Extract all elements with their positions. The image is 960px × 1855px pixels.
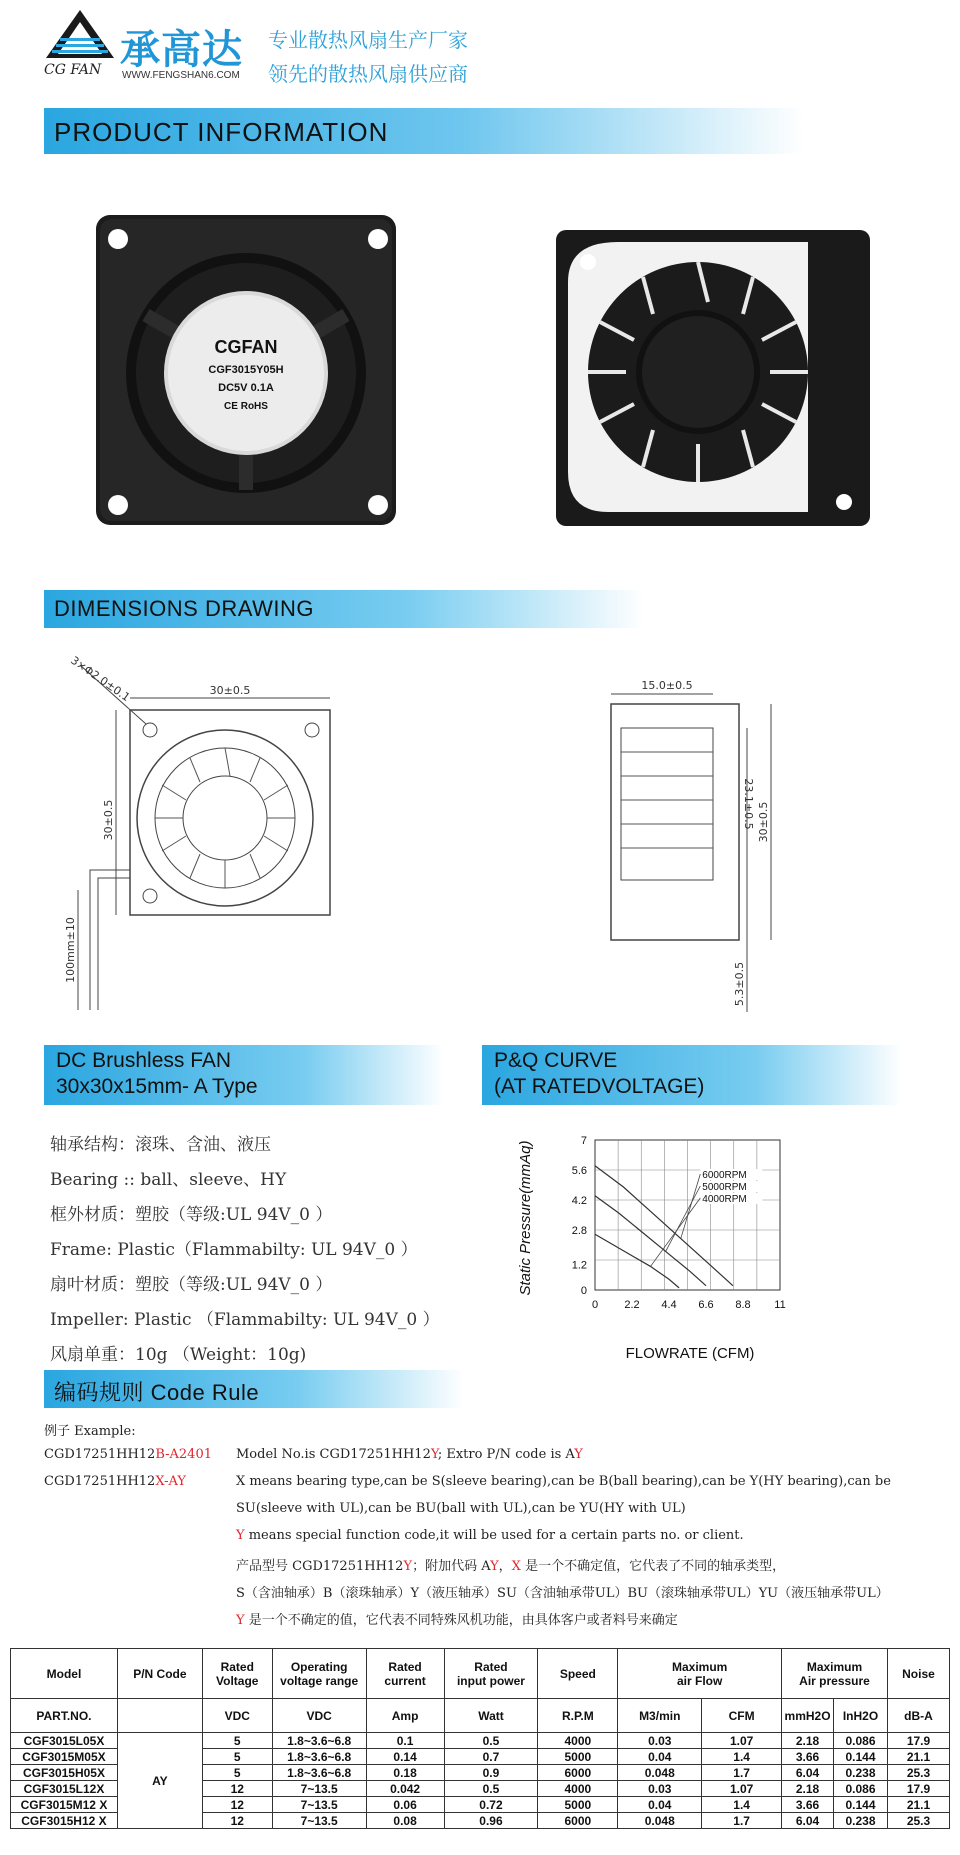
unit-m3min: M3/min bbox=[618, 1699, 702, 1733]
cell-operating-voltage: 7~13.5 bbox=[272, 1781, 366, 1797]
unit-mmh2o: mmH2O bbox=[782, 1699, 834, 1733]
dim-wire: 100mm±10 bbox=[64, 917, 77, 983]
ex2-code-a: -A bbox=[164, 1474, 178, 1489]
example-1-code bbox=[44, 1447, 212, 1462]
cell-inh2o: 0.086 bbox=[834, 1781, 888, 1797]
cell-operating-voltage: 1.8~3.6~6.8 bbox=[272, 1765, 366, 1781]
x-tick-label: 11 bbox=[774, 1299, 786, 1311]
dim-inner: 23.1±0.5 bbox=[742, 778, 755, 830]
cell-noise: 25.3 bbox=[887, 1813, 949, 1829]
cell-power: 0.7 bbox=[444, 1749, 538, 1765]
cell-cfm: 1.4 bbox=[702, 1797, 782, 1813]
cell-m3min: 0.048 bbox=[618, 1765, 702, 1781]
cell-cfm: 1.7 bbox=[702, 1813, 782, 1829]
cell-mmh2o: 2.18 bbox=[782, 1781, 834, 1797]
unit-speed: R.P.M bbox=[538, 1699, 618, 1733]
fan-title-line2: 30x30x15mm- A Type bbox=[56, 1075, 258, 1098]
dimension-drawing-side bbox=[595, 672, 815, 1022]
cell-rated-voltage: 5 bbox=[202, 1749, 272, 1765]
x-tick-label: 0 bbox=[591, 1299, 599, 1311]
legend-label-5000rpm: 5000RPM bbox=[702, 1182, 747, 1193]
fan-type-banner bbox=[44, 1045, 444, 1105]
cell-operating-voltage: 7~13.5 bbox=[272, 1813, 366, 1829]
cell-power: 0.96 bbox=[444, 1813, 538, 1829]
code-rule-title: 编码规则 Code Rule bbox=[54, 1380, 260, 1405]
x-tick-label: 6.6 bbox=[698, 1299, 714, 1311]
example-label: 例子 Example: bbox=[44, 1424, 136, 1439]
cell-cfm: 1.07 bbox=[702, 1781, 782, 1797]
dim-outer: 30±0.5 bbox=[757, 801, 770, 843]
rule-line-4-g: 是一个不确定值，它代表了不同的轴承类型， bbox=[520, 1559, 786, 1574]
ex2-code-x: X bbox=[155, 1474, 165, 1489]
x-tick-label: 8.8 bbox=[735, 1299, 751, 1311]
th-pressure: Maximum Air pressure bbox=[782, 1649, 888, 1699]
cell-m3min: 0.048 bbox=[618, 1813, 702, 1829]
rule-line-6-y: Y bbox=[236, 1613, 245, 1628]
example-2-code bbox=[44, 1474, 186, 1489]
logo-subtext: CG FAN bbox=[44, 62, 102, 78]
label-rating: DC5V 0.1A bbox=[218, 382, 274, 394]
cell-m3min: 0.04 bbox=[618, 1749, 702, 1765]
unit-dba: dB-A bbox=[887, 1699, 949, 1733]
unit-cfm: CFM bbox=[702, 1699, 782, 1733]
x-axis-label: FLOWRATE (CFM) bbox=[625, 1345, 755, 1362]
cell-operating-voltage: 1.8~3.6~6.8 bbox=[272, 1749, 366, 1765]
spec-frame-cn: 框外材质：塑胶（等级:UL 94V_0 ） bbox=[50, 1205, 333, 1225]
cell-noise: 21.1 bbox=[887, 1749, 949, 1765]
cell-part-no: CGF3015H05X bbox=[11, 1765, 118, 1781]
cell-rated-voltage: 5 bbox=[202, 1765, 272, 1781]
cell-mmh2o: 2.18 bbox=[782, 1733, 834, 1749]
rule-line-4-c: ；附加代码 A bbox=[412, 1559, 491, 1574]
cell-mmh2o: 3.66 bbox=[782, 1797, 834, 1813]
y-tick-label: 7 bbox=[580, 1135, 587, 1147]
ex2-code-base: CGD17251HH12 bbox=[44, 1474, 156, 1489]
cell-speed: 5000 bbox=[538, 1797, 618, 1813]
cell-inh2o: 0.238 bbox=[834, 1765, 888, 1781]
cell-part-no: CGF3015H12 X bbox=[11, 1813, 118, 1829]
legend-leader bbox=[666, 1186, 701, 1251]
cell-part-no: CGF3015L12X bbox=[11, 1781, 118, 1797]
rule-line-4-f: X bbox=[511, 1559, 521, 1574]
rule-line-3 bbox=[236, 1528, 744, 1543]
spec-weight: 风扇单重：10g （Weight：10g) bbox=[50, 1345, 307, 1365]
ex1-desc-b: Y bbox=[430, 1447, 438, 1462]
y-tick-label: 4.2 bbox=[571, 1195, 587, 1207]
th-model: Model bbox=[11, 1649, 118, 1699]
ex1-code-ext: 2401 bbox=[178, 1447, 212, 1462]
th-rated-power: Rated input power bbox=[444, 1649, 538, 1699]
th-noise: Noise bbox=[887, 1649, 949, 1699]
unit-pn-blank bbox=[117, 1699, 202, 1733]
th-operating-voltage: Operating voltage range bbox=[272, 1649, 366, 1699]
cell-power: 0.5 bbox=[444, 1733, 538, 1749]
dim-offset: 5.3±0.5 bbox=[733, 961, 746, 1007]
y-tick-label: 5.6 bbox=[571, 1165, 587, 1177]
label-brand: CGFAN bbox=[214, 337, 278, 357]
cell-speed: 6000 bbox=[538, 1813, 618, 1829]
cell-inh2o: 0.238 bbox=[834, 1813, 888, 1829]
dimensions-banner bbox=[44, 590, 644, 628]
th-rated-voltage: Rated Voltage bbox=[202, 1649, 272, 1699]
rule-line-4-b: Y bbox=[403, 1559, 413, 1574]
cell-noise: 21.1 bbox=[887, 1797, 949, 1813]
spec-impeller-cn: 扇叶材质：塑胶（等级:UL 94V_0 ） bbox=[50, 1275, 333, 1295]
cell-mmh2o: 6.04 bbox=[782, 1813, 834, 1829]
cell-power: 0.9 bbox=[444, 1765, 538, 1781]
cell-speed: 4000 bbox=[538, 1733, 618, 1749]
th-rated-current: Rated current bbox=[366, 1649, 444, 1699]
spec-impeller-en: Impeller: Plastic （Flammabilty: UL 94V_0 ） bbox=[50, 1310, 440, 1330]
legend-leader bbox=[681, 1174, 701, 1239]
cell-current: 0.06 bbox=[366, 1797, 444, 1813]
company-logo bbox=[44, 8, 116, 60]
series-line-4000rpm bbox=[595, 1234, 679, 1288]
cell-part-no: CGF3015L05X bbox=[11, 1733, 118, 1749]
cell-operating-voltage: 1.8~3.6~6.8 bbox=[272, 1733, 366, 1749]
cell-part-no: CGF3015M12 X bbox=[11, 1797, 118, 1813]
cell-inh2o: 0.144 bbox=[834, 1749, 888, 1765]
cell-current: 0.08 bbox=[366, 1813, 444, 1829]
y-tick-label: 2.8 bbox=[571, 1225, 587, 1237]
cell-rated-voltage: 5 bbox=[202, 1733, 272, 1749]
pq-title-line1: P&Q CURVE bbox=[494, 1049, 618, 1072]
spec-bearing-cn: 轴承结构：滚珠、含油、液压 bbox=[50, 1135, 271, 1155]
cell-pn-code: AY bbox=[117, 1733, 202, 1829]
rule-line-2: SU(sleeve with UL),can be BU(ball with UL),can be YU(HY with UL) bbox=[236, 1501, 686, 1516]
legend-leader bbox=[651, 1198, 701, 1266]
rule-line-6 bbox=[236, 1609, 678, 1628]
unit-part-no: PART.NO. bbox=[11, 1699, 118, 1733]
dimension-drawing-front bbox=[60, 650, 360, 1020]
code-rule-banner bbox=[44, 1370, 464, 1408]
tagline-2: 领先的散热风扇供应商 bbox=[268, 62, 468, 86]
unit-operating-voltage: VDC bbox=[272, 1699, 366, 1733]
cell-cfm: 1.07 bbox=[702, 1733, 782, 1749]
spec-bearing-en: Bearing :: ball、sleeve、HY bbox=[50, 1170, 287, 1190]
fan-back-photo bbox=[548, 222, 878, 534]
cell-speed: 5000 bbox=[538, 1749, 618, 1765]
ex1-desc-d: Y bbox=[574, 1447, 583, 1462]
cell-current: 0.042 bbox=[366, 1781, 444, 1797]
cell-noise: 17.9 bbox=[887, 1781, 949, 1797]
tagline-1: 专业散热风扇生产厂家 bbox=[268, 28, 468, 52]
dim-hole: 3×Φ2.0±0.1 bbox=[68, 653, 133, 705]
label-model: CGF3015Y05H bbox=[208, 364, 284, 376]
rule-line-3-y: Y bbox=[236, 1528, 245, 1543]
pq-banner bbox=[482, 1045, 902, 1105]
example-1-desc bbox=[236, 1447, 583, 1462]
ex1-desc-c: ; Extro P/N code is A bbox=[437, 1447, 575, 1462]
cell-cfm: 1.4 bbox=[702, 1749, 782, 1765]
unit-power: Watt bbox=[444, 1699, 538, 1733]
cell-inh2o: 0.086 bbox=[834, 1733, 888, 1749]
cell-mmh2o: 3.66 bbox=[782, 1749, 834, 1765]
cell-rated-voltage: 12 bbox=[202, 1797, 272, 1813]
cell-power: 0.72 bbox=[444, 1797, 538, 1813]
ex1-desc-a: Model No.is CGD17251HH12 bbox=[236, 1447, 431, 1462]
product-info-title: PRODUCT INFORMATION bbox=[54, 117, 389, 147]
rule-line-1: X means bearing type,can be S(sleeve bearing),can be B(ball bearing),can be Y(HY bearing),can be bbox=[236, 1474, 891, 1489]
pq-title-line2: (AT RATEDVOLTAGE) bbox=[494, 1075, 705, 1098]
cell-mmh2o: 6.04 bbox=[782, 1765, 834, 1781]
y-axis-label: Static Pressure(mmAq) bbox=[517, 1140, 534, 1296]
legend-label-4000rpm: 4000RPM bbox=[702, 1194, 747, 1205]
company-name: 承高达 bbox=[120, 27, 243, 73]
fan-title-line1: DC Brushless FAN bbox=[56, 1049, 232, 1072]
th-speed: Speed bbox=[538, 1649, 618, 1699]
label-cert: CE RoHS bbox=[224, 401, 268, 412]
ex2-code-y: Y bbox=[177, 1474, 186, 1489]
rule-line-6-text: 是一个不确定的值，它代表不同特殊风机功能，由具体客户或者料号来确定 bbox=[244, 1613, 678, 1628]
cell-noise: 17.9 bbox=[887, 1733, 949, 1749]
unit-rated-voltage: VDC bbox=[202, 1699, 272, 1733]
pq-chart bbox=[500, 1118, 840, 1368]
dimensions-title: DIMENSIONS DRAWING bbox=[54, 596, 314, 621]
cell-m3min: 0.04 bbox=[618, 1797, 702, 1813]
cell-speed: 6000 bbox=[538, 1765, 618, 1781]
header bbox=[0, 0, 960, 95]
y-tick-label: 1.2 bbox=[571, 1259, 587, 1272]
x-tick-label: 2.2 bbox=[624, 1299, 640, 1311]
company-website: WWW.FENGSHAN6.COM bbox=[122, 70, 240, 81]
rule-line-4 bbox=[236, 1555, 785, 1574]
dim-width: 30±0.5 bbox=[209, 684, 251, 697]
cell-rated-voltage: 12 bbox=[202, 1813, 272, 1829]
ex1-code-base: CGD17251HH12 bbox=[44, 1447, 156, 1462]
cell-inh2o: 0.144 bbox=[834, 1797, 888, 1813]
cell-current: 0.18 bbox=[366, 1765, 444, 1781]
legend-label-6000rpm: 6000RPM bbox=[702, 1170, 747, 1181]
cell-cfm: 1.7 bbox=[702, 1765, 782, 1781]
fan-front-photo bbox=[86, 205, 406, 540]
unit-inh2o: InH2O bbox=[834, 1699, 888, 1733]
th-airflow: Maximum air Flow bbox=[618, 1649, 782, 1699]
spec-frame-en: Frame: Plastic（Flammabilty: UL 94V_0 ） bbox=[50, 1240, 418, 1260]
cell-current: 0.14 bbox=[366, 1749, 444, 1765]
cell-m3min: 0.03 bbox=[618, 1781, 702, 1797]
cell-current: 0.1 bbox=[366, 1733, 444, 1749]
rule-line-4-e: ， bbox=[498, 1559, 512, 1574]
spec-table bbox=[10, 1648, 950, 1829]
th-pn-code: P/N Code bbox=[117, 1649, 202, 1699]
ex1-code-suffix: B-A bbox=[155, 1447, 179, 1462]
table-row bbox=[11, 1733, 950, 1749]
cell-operating-voltage: 7~13.5 bbox=[272, 1797, 366, 1813]
product-info-banner bbox=[44, 108, 804, 154]
dim-thickness: 15.0±0.5 bbox=[641, 679, 693, 692]
cell-m3min: 0.03 bbox=[618, 1733, 702, 1749]
rule-line-4-a: 产品型号 CGD17251HH12 bbox=[236, 1559, 404, 1574]
dim-height: 30±0.5 bbox=[102, 799, 115, 841]
rule-line-4-d: Y bbox=[490, 1559, 499, 1574]
y-tick-label: 0 bbox=[580, 1285, 587, 1297]
cell-part-no: CGF3015M05X bbox=[11, 1749, 118, 1765]
cell-noise: 25.3 bbox=[887, 1765, 949, 1781]
rule-line-5: S（含油轴承）B（滚珠轴承）Y（液压轴承）SU（含油轴承带UL）BU（滚珠轴承带UL）YU（液压轴承带UL） bbox=[236, 1586, 889, 1601]
cell-rated-voltage: 12 bbox=[202, 1781, 272, 1797]
cell-speed: 4000 bbox=[538, 1781, 618, 1797]
unit-current: Amp bbox=[366, 1699, 444, 1733]
cell-power: 0.5 bbox=[444, 1781, 538, 1797]
rule-line-3-text: means special function code,it will be used for a certain parts no. or client. bbox=[244, 1528, 744, 1543]
x-tick-label: 4.4 bbox=[661, 1299, 677, 1311]
